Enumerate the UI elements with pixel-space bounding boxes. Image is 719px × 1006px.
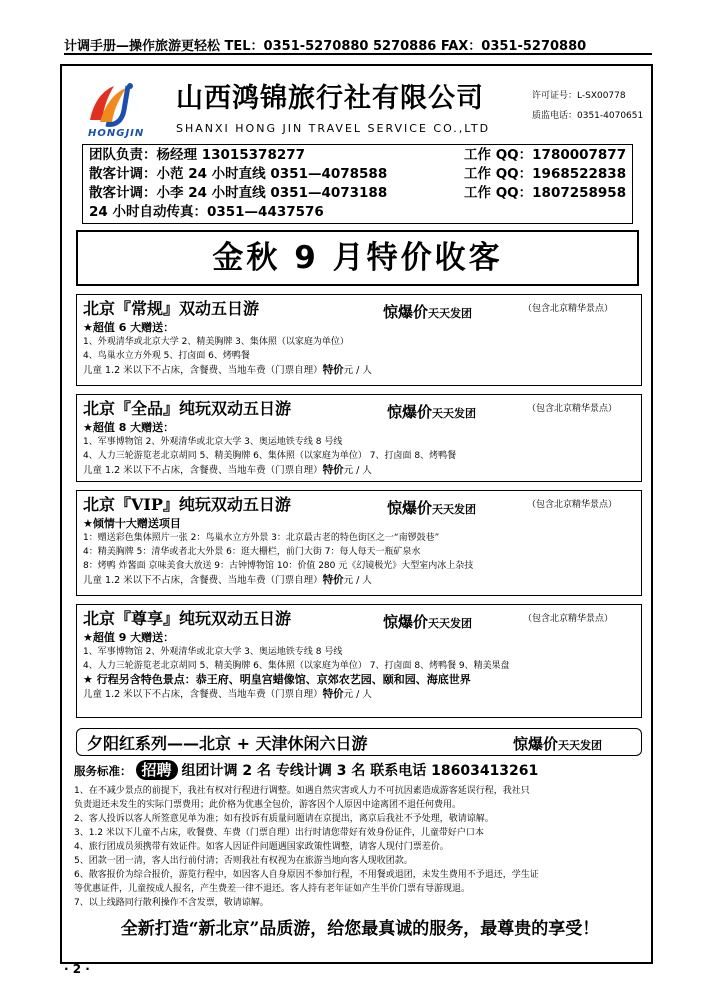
gift-line: 1：赠送彩色集体照片一张 2：鸟巢水立方外景 3：北京最古老的特色街区之一“南锣鼓巷” <box>83 533 440 543</box>
contact-row <box>89 203 626 222</box>
term-line: 1、在不减少景点的前提下，我社有权对行程进行调整。如遇自然灾害或人力不可抗因素造成游客延误行程，我社只 <box>74 786 530 796</box>
tour-title: 北京『全品』纯玩双动五日游 <box>83 399 292 418</box>
gift-line: 1、军事博物馆 2、外观清华或北京大学 3、奥运地铁专线 8 号线 <box>83 647 343 657</box>
gift-heading: ★超值 9 大赠送： <box>83 631 175 644</box>
slogan: 全新打造“新北京”品质游，给您最真诚的服务，最尊贵的享受！ <box>120 919 600 939</box>
tour-section-premium <box>76 604 642 718</box>
promo-banner: 金秋 9 月特价收客 <box>76 230 639 286</box>
extra-attractions: ★ 行程另含特色景点：恭王府、明皇宫蜡像馆、京郊农艺园、颐和园、海底世界 <box>83 673 471 686</box>
contact-qq: 工作 QQ：1968522838 <box>464 166 627 182</box>
license-number: 许可证号：L-SX00778 <box>532 91 626 101</box>
recruit-badge: 招聘 <box>136 760 178 780</box>
contact-box <box>82 144 633 224</box>
page-number: · 2 · <box>64 962 90 976</box>
complaint-phone: 质监电话：0351-4070651 <box>532 111 644 121</box>
tour-title: 北京『VIP』纯玩双动五日游 <box>83 495 291 514</box>
include-note: （包含北京精华景点） <box>523 304 614 314</box>
include-note: （包含北京精华景点） <box>527 404 618 414</box>
child-policy: 儿童 1.2 米以下不占床，含餐费、当地车费（门票自理）特价元 / 人 <box>83 364 372 376</box>
gift-line: 1、军事博物馆 2、外观清华或北京大学 3、奥运地铁专线 8 号线 <box>83 437 343 447</box>
tour-section-vip <box>76 490 642 596</box>
shock-price: 惊爆价天天发团 <box>383 613 473 631</box>
term-line: 3、1.2 米以下儿童不占床，收餐费、车费（门票自理）出行时请您带好有效身份证件，儿童带好户口本 <box>74 828 484 838</box>
tour-section-full <box>76 394 642 482</box>
terms-list <box>74 784 646 910</box>
sunset-series-box <box>76 728 642 756</box>
tour-title: 北京『常规』双动五日游 <box>83 299 260 318</box>
company-name: 山西鸿锦旅行社有限公司 <box>176 83 484 114</box>
gift-line: 4、鸟巢水立方外观 5、打卤面 6、烤鸭餐 <box>83 351 250 361</box>
service-standard-label: 服务标准： <box>74 764 132 778</box>
gift-heading: ★超值 6 大赠送： <box>83 321 175 334</box>
contact-row <box>89 184 626 203</box>
gift-heading: ★超值 8 大赠送： <box>83 421 175 434</box>
shock-price: 惊爆价天天发团 <box>383 303 473 321</box>
flyer-frame <box>60 64 653 964</box>
hongjin-logo-icon <box>80 80 150 130</box>
contact-left: 团队负责：杨经理 13015378277 <box>89 147 306 163</box>
gift-line: 8：烤鸭 炸酱面 京味美食大放送 9：古钟博物馆 10：价值 280 元《幻镜极光》大型室内冰上杂技 <box>83 561 474 571</box>
contact-left: 散客计调：小李 24 小时直线 0351—4073188 <box>89 185 388 201</box>
include-note: （包含北京精华景点） <box>523 614 614 624</box>
contact-row <box>89 146 626 165</box>
tour-title: 北京『尊享』纯玩双动五日游 <box>83 609 292 628</box>
term-line: 6、散客报价为综合报价，游览行程中，如因客人自身原因不参加行程，不用餐或退团，未发生费用不予退还，学生证 <box>74 870 539 880</box>
term-line: 等优惠证件，儿童按成人报名，产生费差一律不退还。客人持有老年证如产生半价门票有导游现退。 <box>74 884 471 894</box>
term-line: 5、团款一团一清，客人出行前付清；否则我社有权视为在旅游当地向客人现收团款。 <box>74 856 413 866</box>
recruit-line <box>74 760 644 784</box>
shock-price: 惊爆价天天发团 <box>513 735 603 753</box>
term-line: 负责退还未发生的实际门票费用；此价格为优惠全包价，游客因个人原因中途离团不退任何费用。 <box>74 800 462 810</box>
contact-left: 24 小时自动传真：0351—4437576 <box>89 204 324 220</box>
license-info <box>532 86 643 126</box>
company-logo <box>80 80 170 144</box>
gift-heading: ★倾情十大赠送项目 <box>83 517 181 530</box>
include-note: （包含北京精华景点） <box>527 500 618 510</box>
term-line: 2、客人投诉以客人所签意见单为准；如有投诉有质量问题请在京提出，离京后我社不予处理，敬请谅解。 <box>74 814 494 824</box>
shock-price: 惊爆价天天发团 <box>387 403 477 421</box>
company-name-en: SHANXI HONG JIN TRAVEL SERVICE CO.,LTD <box>176 122 491 135</box>
tour-section-regular <box>76 294 642 386</box>
contact-row <box>89 165 626 184</box>
term-line: 7、以上线路同行散利操作不含发票，敬请谅解。 <box>74 898 269 908</box>
gift-line: 1、外观清华或北京大学 2、精美胸牌 3、集体照（以家庭为单位） <box>83 337 349 347</box>
page-header: 计调手册—操作旅游更轻松 TEL：0351-5270880 5270886 FAX：0351-5270880 <box>64 35 652 55</box>
logo-text: HONGJIN <box>88 128 145 139</box>
company-header <box>80 76 650 146</box>
term-line: 4、旅行团成员须携带有效证件。如客人因证件问题遇国家政策性调整，请客人现付门票差价。 <box>74 842 449 852</box>
child-policy: 儿童 1.2 米以下不占床，含餐费、当地车费（门票自理）特价元 / 人 <box>83 574 372 586</box>
contact-qq: 工作 QQ：1780007877 <box>464 147 627 163</box>
gift-line: 4：精美胸牌 5：清华或者北大外景 6：逛大栅栏，前门大街 7：每人每天一瓶矿泉水 <box>83 547 421 557</box>
sunset-title: 夕阳红系列——北京 + 天津休闲六日游 <box>87 734 368 753</box>
contact-qq: 工作 QQ：1807258958 <box>464 185 627 201</box>
recruit-text: 组团计调 2 名 专线计调 3 名 联系电话 18603413261 <box>181 763 539 779</box>
shock-price: 惊爆价天天发团 <box>387 499 477 517</box>
child-policy: 儿童 1.2 米以下不占床，含餐费、当地车费（门票自理）特价元 / 人 <box>83 464 372 476</box>
contact-left: 散客计调：小范 24 小时直线 0351—4078588 <box>89 166 388 182</box>
child-policy: 儿童 1.2 米以下不占床，含餐费、当地车费（门票自理）特价元 / 人 <box>83 688 372 700</box>
gift-line: 4、人力三轮游览老北京胡同 5、精美胸牌 6、集体照（以家庭为单位） 7、打卤面 8、烤鸭餐 <box>83 451 457 461</box>
gift-line: 4、人力三轮游览老北京胡同 5、精美胸牌 6、集体照（以家庭为单位） 7、打卤面 8、烤鸭餐 9、精美果盘 <box>83 661 510 671</box>
